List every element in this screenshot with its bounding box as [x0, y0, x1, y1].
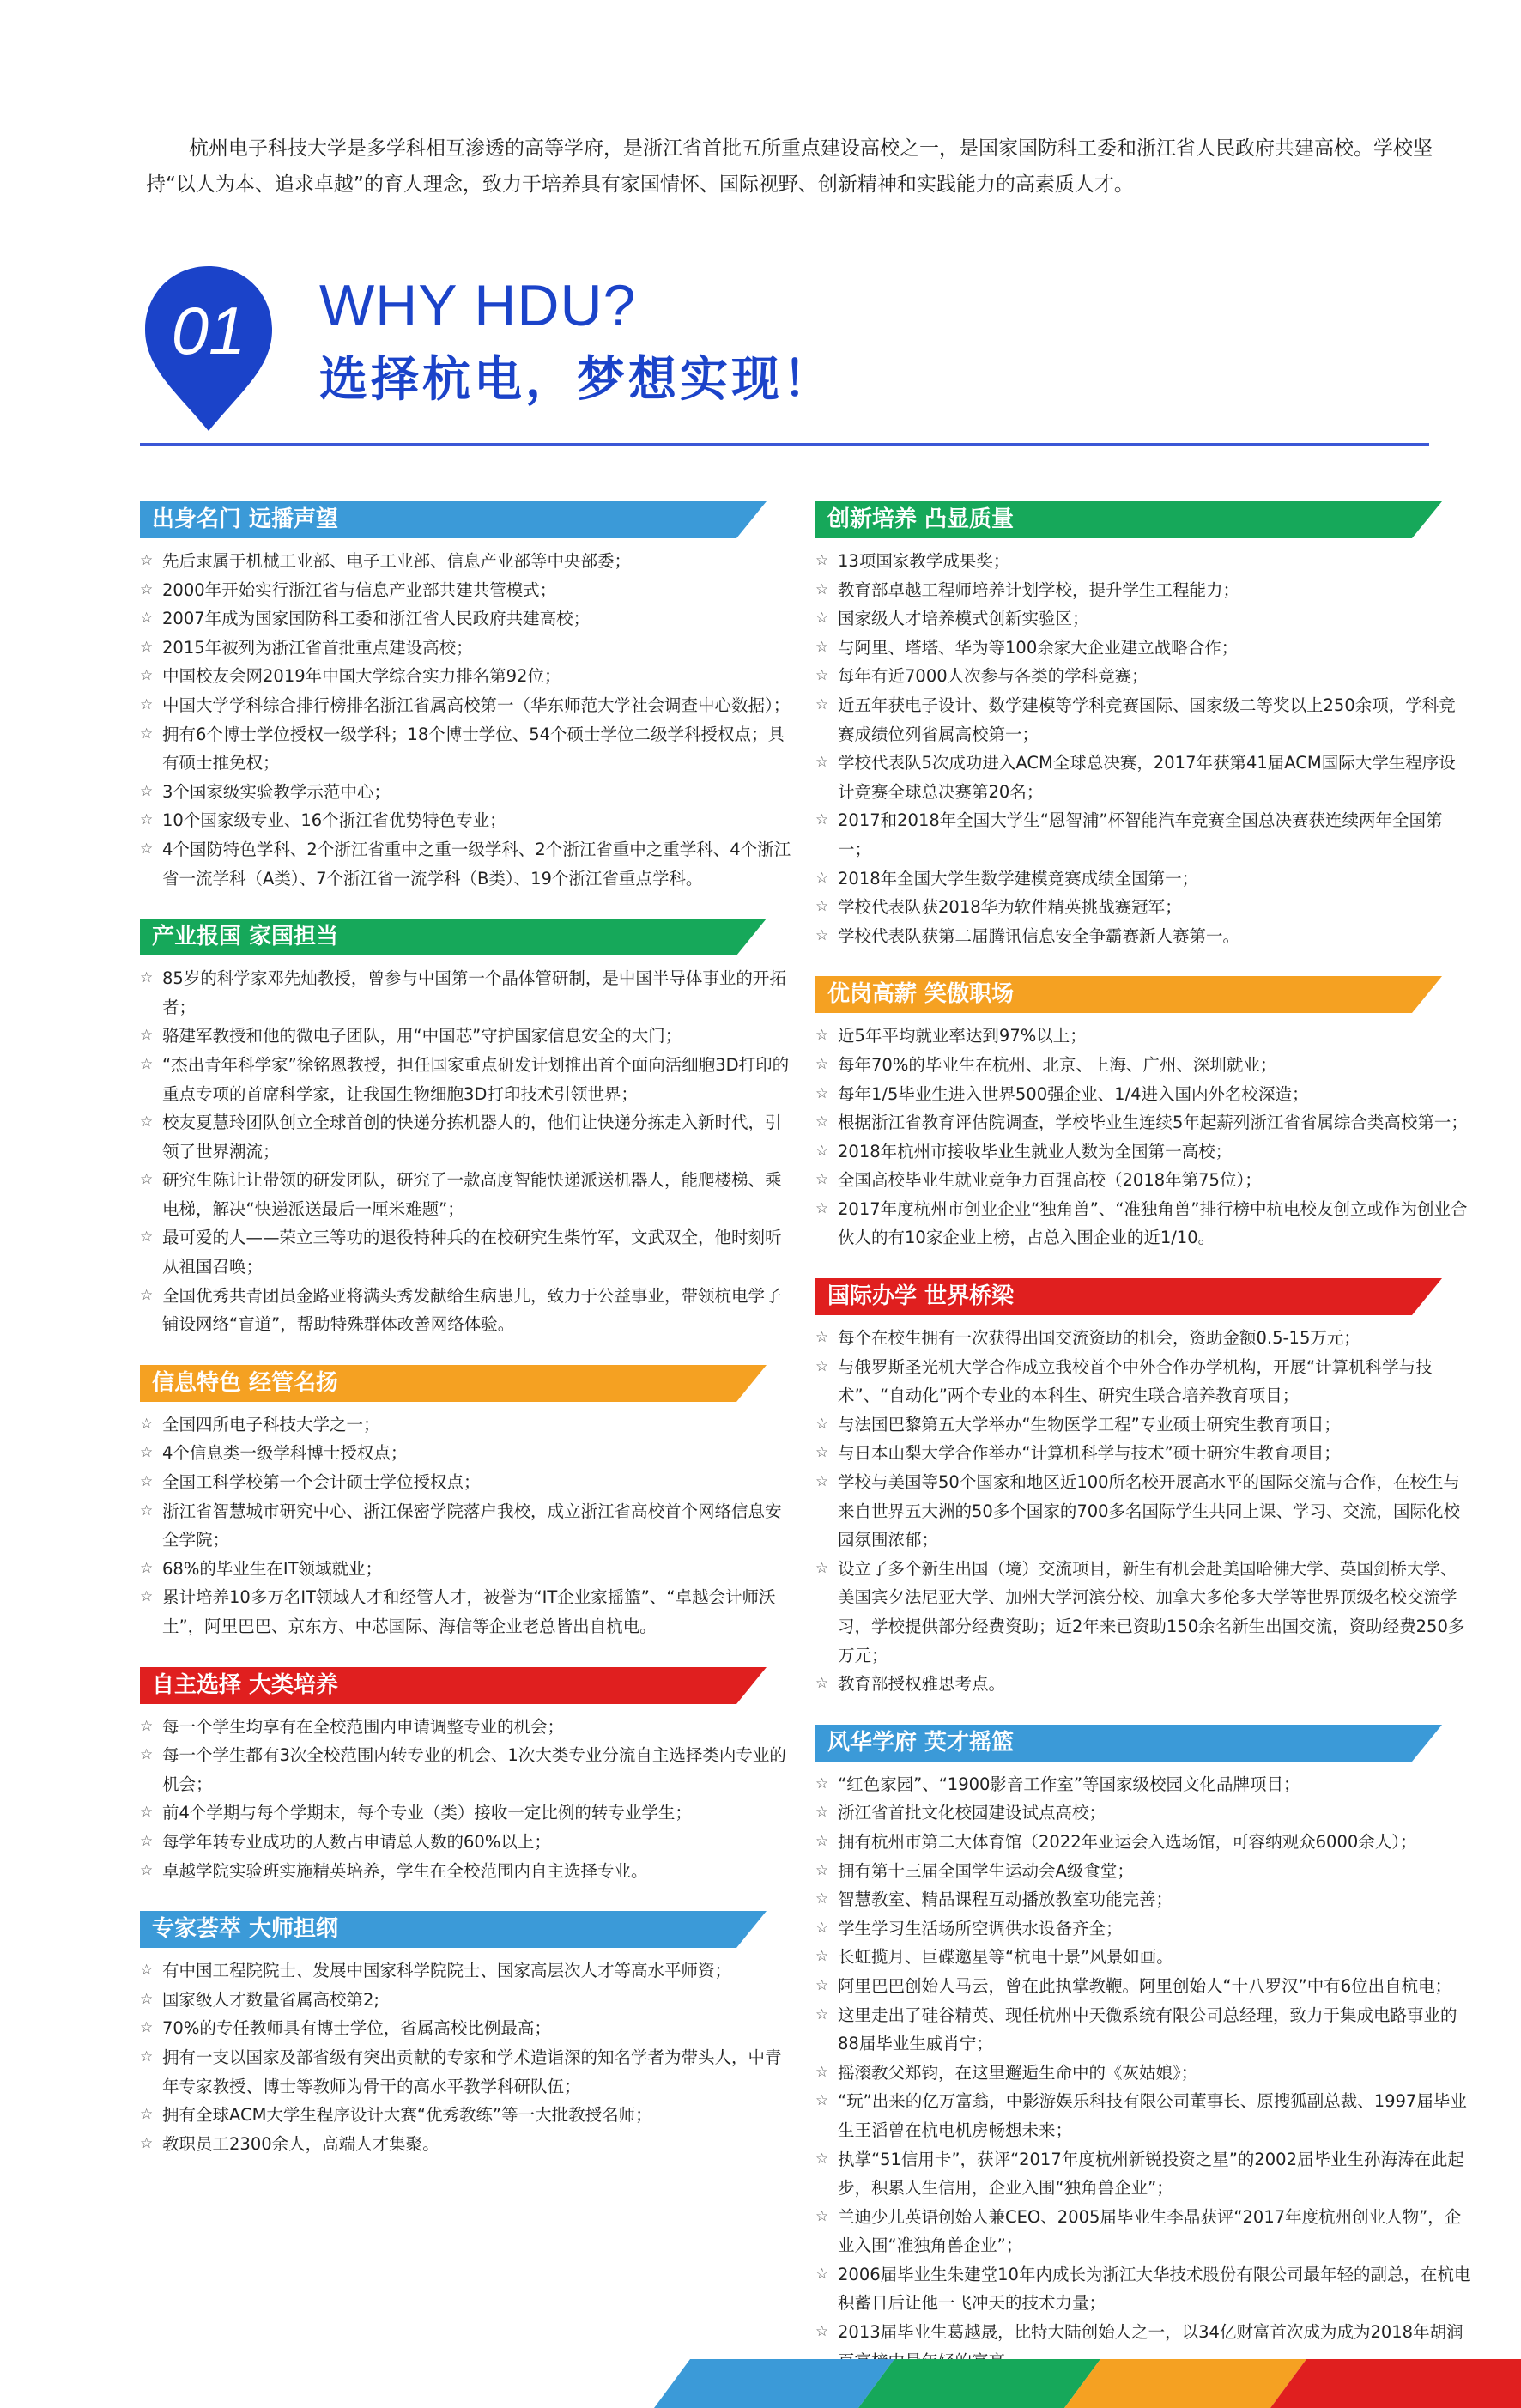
- section-block: [815, 1278, 1472, 1699]
- list-item: ☆ 中国大学学科综合排行榜排名浙江省属高校第一（华东师范大学社会调查中心数据）；: [140, 691, 797, 720]
- footer-color-bar: [0, 2359, 1521, 2408]
- list-item: ☆ 学生学习生活场所空调供水设备齐全；: [815, 1914, 1472, 1944]
- right-column: [815, 501, 1472, 2401]
- list-item: ☆ 教育部授权雅思考点。: [815, 1670, 1472, 1699]
- list-item: ☆ 与阿里、塔塔、华为等100余家大企业建立战略合作；: [815, 634, 1472, 663]
- list-item: ☆ “杰出青年科学家”徐铭恩教授，担任国家重点研发计划推出首个面向活细胞3D打印的重点专项的首席科学家，让我国生物细胞3D打印技术引领世界；: [140, 1051, 797, 1108]
- section-block: [140, 1365, 797, 1641]
- list-item: ☆ 浙江省智慧城市研究中心、浙江保密学院落户我校，成立浙江省高校首个网络信息安全学院；: [140, 1497, 797, 1555]
- section-list: [140, 964, 797, 1339]
- section-list: [140, 1956, 797, 2158]
- section-list: [140, 1713, 797, 1886]
- section-header: [815, 976, 1442, 1013]
- list-item: ☆ 68%的毕业生在IT领域就业；: [140, 1555, 797, 1584]
- list-item: ☆ 2015年被列为浙江省首批重点建设高校；: [140, 634, 797, 663]
- list-item: ☆ 与法国巴黎第五大学举办“生物医学工程”专业硕士研究生教育项目；: [815, 1410, 1472, 1440]
- list-item: ☆ 阿里巴巴创始人马云，曾在此执掌教鞭。阿里创始人“十八罗汉”中有6位出自杭电；: [815, 1972, 1472, 2001]
- list-item: ☆ 与俄罗斯圣光机大学合作成立我校首个中外合作办学机构，开展“计算机科学与技术”、“自动化”两个专业的本科生、研究生联合培养教育项目；: [815, 1353, 1472, 1410]
- section-title: 优岗高薪 笑傲职场: [827, 981, 1015, 1008]
- header-divider: [140, 443, 1429, 446]
- list-item: ☆ 教育部卓越工程师培养计划学校，提升学生工程能力；: [815, 576, 1472, 605]
- list-item: ☆ 2017年度杭州市创业企业“独角兽”、“准独角兽”排行榜中杭电校友创立或作为创业合伙人的有10家企业上榜，占总入围企业的近1/10。: [815, 1195, 1472, 1253]
- footer-stripe-red: [1270, 2359, 1521, 2408]
- list-item: ☆ 学校代表队获第二届腾讯信息安全争霸赛新人赛第一。: [815, 922, 1472, 951]
- section-number: 01: [171, 293, 246, 368]
- list-item: ☆ 2018年杭州市接收毕业生就业人数为全国第一高校；: [815, 1137, 1472, 1167]
- list-item: ☆ 前4个学期与每个学期末，每个专业（类）接收一定比例的转专业学生；: [140, 1798, 797, 1828]
- list-item: ☆ 长虹揽月、巨碟邀星等“杭电十景”风景如画。: [815, 1943, 1472, 1972]
- left-column: [140, 501, 797, 2184]
- section-block: [815, 976, 1472, 1253]
- section-list: [140, 1410, 797, 1641]
- list-item: ☆ 拥有一支以国家及部省级有突出贡献的专家和学术造诣深的知名学者为带头人，中青年专家教授、博士等教师为骨干的高水平教学科研队伍；: [140, 2043, 797, 2101]
- section-list: [815, 1324, 1472, 1699]
- list-item: ☆ 累计培养10多万名IT领域人才和经管人才，被誉为“IT企业家摇篮”、“卓越会计师沃土”，阿里巴巴、京东方、中芯国际、海信等企业老总皆出自杭电。: [140, 1583, 797, 1641]
- list-item: ☆ 每年有近7000人次参与各类的学科竞赛；: [815, 662, 1472, 691]
- section-title: 信息特色 经管名扬: [152, 1369, 339, 1396]
- list-item: ☆ 3个国家级实验教学示范中心；: [140, 778, 797, 807]
- section-block: [140, 501, 797, 893]
- list-item: ☆ 拥有6个博士学位授权一级学科；18个博士学位、54个硕士学位二级学科授权点；具有硕士推免权；: [140, 720, 797, 778]
- list-item: ☆ “玩”出来的亿万富翁，中影游娱乐科技有限公司董事长、原搜狐副总裁、1997届毕业生王滔曾在杭电机房畅想未来；: [815, 2087, 1472, 2144]
- list-item: ☆ 卓越学院实验班实施精英培养，学生在全校范围内自主选择专业。: [140, 1857, 797, 1886]
- section-title: 产业报国 家国担当: [152, 924, 339, 950]
- section-list: [140, 547, 797, 893]
- section-header: [815, 501, 1442, 538]
- list-item: ☆ 浙江省首批文化校园建设试点高校；: [815, 1798, 1472, 1828]
- list-item: ☆ 每一个学生均享有在全校范围内申请调整专业的机会；: [140, 1713, 797, 1742]
- section-header: [140, 919, 767, 955]
- list-item: ☆ 全国工科学校第一个会计硕士学位授权点；: [140, 1468, 797, 1497]
- list-item: ☆ 每年70%的毕业生在杭州、北京、上海、广州、深圳就业；: [815, 1051, 1472, 1080]
- section-list: [815, 1022, 1472, 1253]
- list-item: ☆ 根据浙江省教育评估院调查，学校毕业生连续5年起薪列浙江省省属综合类高校第一；: [815, 1108, 1472, 1137]
- list-item: ☆ 校友夏慧玲团队创立全球首创的快递分拣机器人的，他们让快递分拣走入新时代，引领了世界潮流；: [140, 1108, 797, 1166]
- section-block: [140, 1911, 797, 2158]
- list-item: ☆ 国家级人才培养模式创新实验区；: [815, 604, 1472, 634]
- list-item: ☆ 2006届毕业生朱建堂10年内成长为浙江大华技术股份有限公司最年轻的副总，在杭电积蓄日后让他一飞冲天的技术力量；: [815, 2260, 1472, 2318]
- section-list: [815, 547, 1472, 950]
- list-item: ☆ 全国优秀共青团员金路亚将满头秀发献给生病患儿，致力于公益事业，带领杭电学子铺设网络“盲道”，帮助特殊群体改善网络体验。: [140, 1282, 797, 1339]
- list-item: ☆ 兰迪少儿英语创始人兼CEO、2005届毕业生李晶获评“2017年度杭州创业人物”，企业入围“准独角兽企业”；: [815, 2203, 1472, 2260]
- list-item: ☆ 拥有全球ACM大学生程序设计大赛“优秀教练”等一大批教授名师；: [140, 2101, 797, 2130]
- footer-stripe-blue: [654, 2359, 894, 2408]
- section-header: [140, 1911, 767, 1948]
- section-block: [140, 919, 797, 1339]
- list-item: ☆ 有中国工程院院士、发展中国家科学院院士、国家高层次人才等高水平师资；: [140, 1956, 797, 1986]
- number-pin-icon: [140, 263, 277, 434]
- list-item: ☆ 2007年成为国家国防科工委和浙江省人民政府共建高校；: [140, 604, 797, 634]
- section-block: [140, 1667, 797, 1886]
- section-title: 国际办学 世界桥梁: [827, 1283, 1015, 1310]
- footer-stripe-green: [858, 2359, 1100, 2408]
- list-item: ☆ 骆建军教授和他的微电子团队，用“中国芯”守护国家信息安全的大门；: [140, 1022, 797, 1051]
- section-header: [140, 501, 767, 538]
- intro-text: 杭州电子科技大学是多学科相互渗透的高等学府，是浙江省首批五所重点建设高校之一，是国家国防科工委和浙江省人民政府共建高校。学校坚持“以人为本、追求卓越”的育人理念，致力于培养具有家国情怀、国际视野、创新精神和实践能力的高素质人才。: [146, 137, 1433, 196]
- list-item: ☆ 全国高校毕业生就业竞争力百强高校（2018年第75位）；: [815, 1166, 1472, 1195]
- list-item: ☆ 这里走出了硅谷精英、现任杭州中天微系统有限公司总经理，致力于集成电路事业的88届毕业生戚肖宁；: [815, 2001, 1472, 2059]
- list-item: ☆ 中国校友会网2019年中国大学综合实力排名第92位；: [140, 662, 797, 691]
- section-title: 创新培养 凸显质量: [827, 506, 1015, 532]
- list-item: ☆ 拥有第十三届全国学生运动会A级食堂；: [815, 1857, 1472, 1886]
- list-item: ☆ 研究生陈让让带领的研发团队，研究了一款高度智能快递派送机器人，能爬楼梯、乘电梯，解决“快递派送最后一厘米难题”；: [140, 1166, 797, 1223]
- list-item: ☆ 13项国家教学成果奖；: [815, 547, 1472, 576]
- list-item: ☆ 每一个学生都有3次全校范围内转专业的机会、1次大类专业分流自主选择类内专业的机会；: [140, 1741, 797, 1798]
- section-list: [815, 1770, 1472, 2375]
- list-item: ☆ 最可爱的人——荣立三等功的退役特种兵的在校研究生柴竹军，文武双全，他时刻听从祖国召唤；: [140, 1223, 797, 1281]
- list-item: ☆ 近5年平均就业率达到97%以上；: [815, 1022, 1472, 1051]
- section-block: [815, 501, 1472, 950]
- footer-stripe-orange: [1064, 2359, 1306, 2408]
- list-item: ☆ “红色家园”、“1900影音工作室”等国家级校园文化品牌项目；: [815, 1770, 1472, 1799]
- section-block: [815, 1725, 1472, 2375]
- list-item: ☆ 先后隶属于机械工业部、电子工业部、信息产业部等中央部委；: [140, 547, 797, 576]
- list-item: ☆ 4个国防特色学科、2个浙江省重中之重一级学科、2个浙江省重中之重学科、4个浙江省一流学科（A类）、7个浙江省一流学科（B类）、19个浙江省重点学科。: [140, 835, 797, 893]
- section-title: 风华学府 英才摇篮: [827, 1729, 1015, 1756]
- list-item: ☆ 85岁的科学家邓先灿教授，曾参与中国第一个晶体管研制，是中国半导体事业的开拓者；: [140, 964, 797, 1022]
- list-item: ☆ 与日本山梨大学合作举办“计算机科学与技术”硕士研究生教育项目；: [815, 1439, 1472, 1468]
- list-item: ☆ 执掌“51信用卡”，获评“2017年度杭州新锐投资之星”的2002届毕业生孙海涛在此起步，积累人生信用，企业入围“独角兽企业”；: [815, 2145, 1472, 2203]
- list-item: ☆ 2018年全国大学生数学建模竞赛成绩全国第一；: [815, 864, 1472, 894]
- list-item: ☆ 2013届毕业生葛越晟，比特大陆创始人之一，以34亿财富首次成为成为2018年胡润: [815, 2318, 1472, 2375]
- list-item: ☆ 每个在校生拥有一次获得出国交流资助的机会，资助金额0.5-15万元；: [815, 1324, 1472, 1353]
- list-item: ☆ 拥有杭州市第二大体育馆（2022年亚运会入选场馆，可容纳观众6000余人）；: [815, 1828, 1472, 1857]
- intro-paragraph: [146, 130, 1433, 203]
- section-header: [140, 1365, 767, 1402]
- list-item: ☆ 2017和2018年全国大学生“恩智浦”杯智能汽车竞赛全国总决赛获连续两年全国第一；: [815, 806, 1472, 864]
- list-item: ☆ 学校代表队获2018华为软件精英挑战赛冠军；: [815, 893, 1472, 922]
- list-item: ☆ 学校代表队5次成功进入ACM全球总决赛，2017年获第41届ACM国际大学生程序设计竞赛全球总决赛第20名；: [815, 749, 1472, 806]
- list-item: ☆ 近五年获电子设计、数学建模等学科竞赛国际、国家级二等奖以上250余项，学科竞赛成绩位列省属高校第一；: [815, 691, 1472, 749]
- list-item: ☆ 国家级人才数量省属高校第2;: [140, 1986, 797, 2015]
- list-item: ☆ 摇滚教父郑钧，在这里邂逅生命中的《灰姑娘》；: [815, 2059, 1472, 2088]
- list-item: ☆ 设立了多个新生出国（境）交流项目，新生有机会赴美国哈佛大学、英国剑桥大学、美国宾夕法尼亚大学、加州大学河滨分校、加拿大多伦多大学等世界顶级名校交流学习，学校提供部分经费资助；近2年来已资助150余名新生出国交流，资助经费250多万元；: [815, 1555, 1472, 1670]
- section-header: [815, 1725, 1442, 1762]
- section-title: 专家荟萃 大师担纲: [152, 1916, 339, 1943]
- list-item: ☆ 学校与美国等50个国家和地区近100所名校开展高水平的国际交流与合作，在校生与来自世界五大洲的50多个国家的700多名国际学生共同上课、学习、交流，国际化校园氛围浓郁；: [815, 1468, 1472, 1555]
- list-item: ☆ 70%的专任教师具有博士学位，省属高校比例最高；: [140, 2014, 797, 2043]
- list-item: ☆ 每年1/5毕业生进入世界500强企业、1/4进入国内外名校深造；: [815, 1080, 1472, 1109]
- list-item: ☆ 教职员工2300余人，高端人才集聚。: [140, 2130, 797, 2159]
- why-hdu-subtitle: 选择杭电，梦想实现！: [319, 352, 834, 408]
- list-item: ☆ 4个信息类一级学科博士授权点；: [140, 1439, 797, 1468]
- list-item: ☆ 智慧教室、精品课程互动播放教室功能完善；: [815, 1885, 1472, 1914]
- list-item: ☆ 10个国家级专业、16个浙江省优势特色专业；: [140, 806, 797, 835]
- section-header: [815, 1278, 1442, 1315]
- section-header: [140, 1667, 767, 1704]
- list-item: ☆ 全国四所电子科技大学之一；: [140, 1410, 797, 1440]
- list-item: ☆ 每学年转专业成功的人数占申请总人数的60%以上；: [140, 1828, 797, 1857]
- section-title: 出身名门 远播声望: [152, 506, 339, 532]
- why-hdu-title: WHY HDU?: [319, 273, 637, 338]
- section-title: 自主选择 大类培养: [152, 1671, 339, 1698]
- list-item: ☆ 2000年开始实行浙江省与信息产业部共建共管模式；: [140, 576, 797, 605]
